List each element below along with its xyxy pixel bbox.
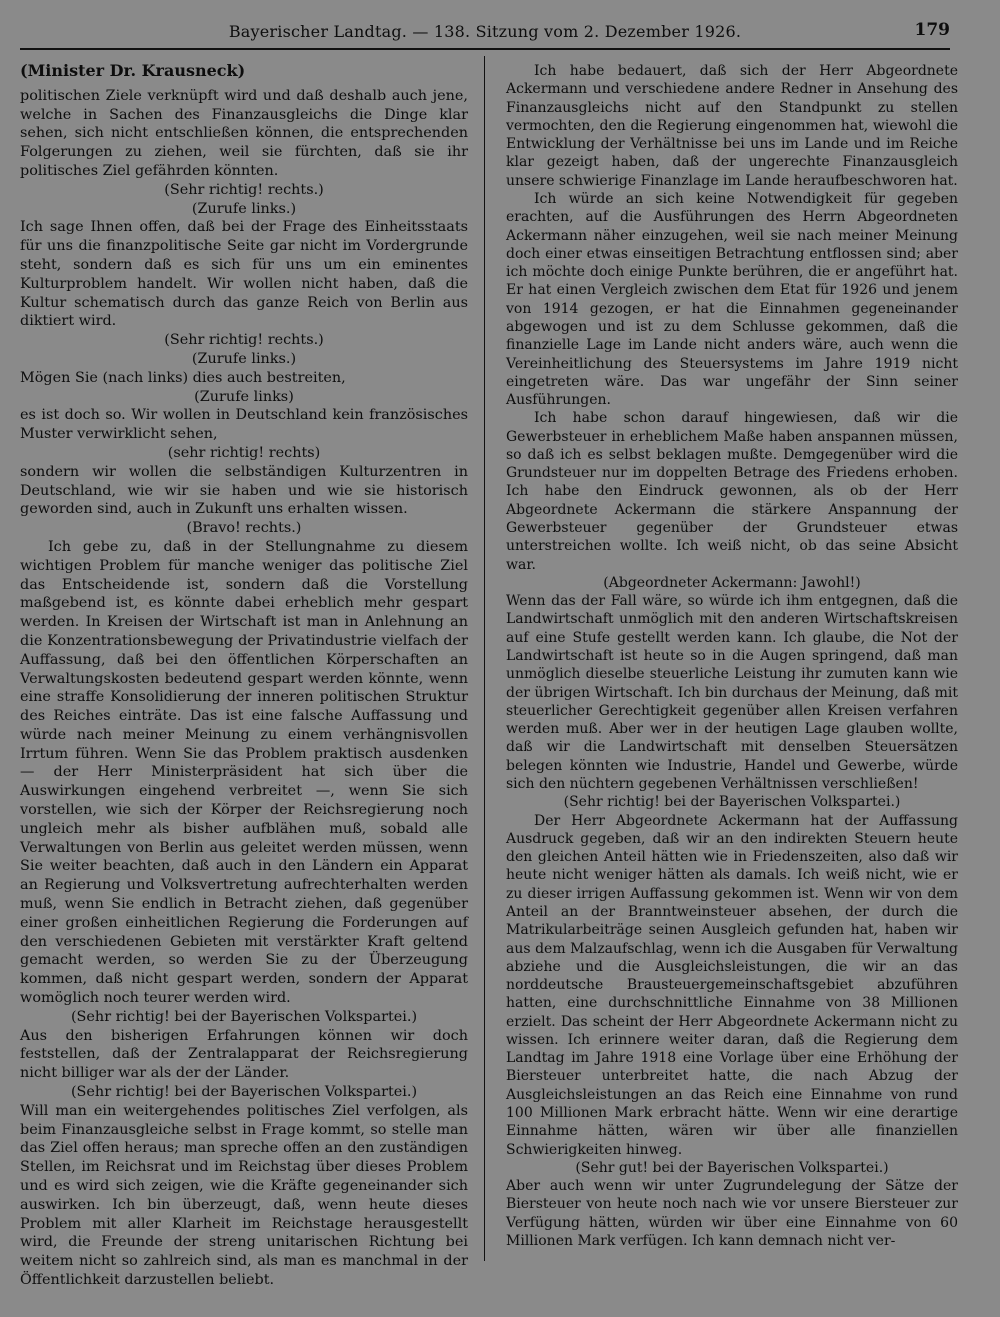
interjection: (Sehr richtig! bei der Bayerischen Volkspartei.) [70, 1008, 418, 1025]
paragraph: Ich sage Ihnen offen, daß bei der Frage des Einheitsstaats für uns die finanzpolitische Seite gar nicht im Vordergrunde steht, sondern daß es sich für uns um ein eminentes Kulturproblem handelt. Wir wollen nicht haben, daß die Kultur schematisch durch das ganze Reich von Berlin aus diktiert wird. [20, 219, 468, 330]
paragraph: Ich habe bedauert, daß sich der Herr Abgeordnete Ackermann und verschiedene andere Redner in Ansehung des Finanzausgleichs nicht auf den Standpunkt zu stellen vermochten, den die Regierung eingenommen hat, wiewohl die Entwicklung der Verhältnisse bei uns im Lande und im Reiche klar gezeigt haben, daß der ungerechte Finanzausgleich unsere schwierige Finanzlage im Lande heraufbeschworen hat. [506, 63, 958, 189]
interjection: (Abgeordneter Ackermann: Jawohl!) [603, 574, 861, 591]
paragraph: Aus den bisherigen Erfahrungen können wir doch feststellen, daß der Zentralapparat der Reichsregierung nicht billiger war als der der Länder. [20, 1027, 468, 1082]
interjection: (Sehr richtig! rechts.) [164, 332, 324, 349]
interjection: (Sehr richtig! bei der Bayerischen Volkspartei.) [563, 794, 901, 811]
interjection: (Zurufe links.) [191, 200, 297, 217]
interjection: (Zurufe links) [194, 388, 294, 405]
interjection: (Zurufe links.) [191, 350, 297, 367]
paragraph: Ich habe schon darauf hingewiesen, daß wir die Gewerbsteuer in erheblichem Maße haben anspannen müssen, so daß ich es selbst beklagen mußte. Demgegenüber wird die Grundsteuer nur im doppelten Betrage des Friedens erhoben. Ich habe den Eindruck gewonnen, als ob der Herr Abgeordnete Ackermann die stärkere Anspannung der Gewerbsteuer gegenüber der Grundsteuer etwas unterstreichen wollte. Ich weiß nicht, ob das seine Absicht war. [506, 410, 958, 573]
paragraph: Mögen Sie (nach links) dies auch bestreiten, [20, 369, 346, 386]
paragraph: Ich gebe zu, daß in der Stellungnahme zu diesem wichtigen Problem für manche weniger das politische Ziel das Entscheidende ist, sondern daß die Vorstellung maßgebend ist, es könnte dabei erheblich mehr gespart werden. In Kreisen der Wirtschaft ist man in Anlehnung an die Konzentrationsbewegung der Privatindustrie vielfach der Auffassung, daß bei den öffentlichen Körperschaften an Verwaltungskosten bedeutend gespart werden könnte, wenn eine straffe Konsolidierung der inneren politischen Struktur des Reiches einträte. Das ist eine falsche Auffassung und würde nach meiner Meinung zu einem verhängnisvollen Irrtum führen. Wenn Sie das Problem praktisch ausdenken — der Herr Ministerpräsident hat sich über die Auswirkungen eingehend verbreitet —, wenn Sie sich vorstellen, wie sich der Körper der Reichsregierung noch ungleich mehr als bisher aufblähen muß, sobald alle Verwaltungen von Berlin aus geleitet werden müssen, wenn Sie weiter beachten, daß auch in den Ländern ein Apparat an Regierung und Volksvertretung aufrechterhalten werden muß, wenn Sie endlich in Betracht ziehen, daß gegenüber einer großen einheitlichen Regierung die Forderungen auf den verschiedenen Gebieten mit verstärkter Kraft geltend gemacht werden, so werden Sie zu der Überzeugung kommen, daß nicht gespart werden, sondern der Apparat womöglich noch teurer werden wird. [20, 538, 468, 1007]
running-title: Bayerischer Landtag. — 138. Sitzung vom 2. Dezember 1926. [228, 22, 742, 41]
paragraph: politischen Ziele verknüpft wird und daß deshalb auch jene, welche in Sachen des Finanzausgleichs die Dinge klar sehen, sich nicht entschließen können, die entsprechenden Folgerungen zu ziehen, weil sie fürchten, daß sie ihr politisches Ziel gefährden könnten. [20, 87, 468, 179]
page-number: 179 [914, 20, 950, 40]
paragraph: sondern wir wollen die selbständigen Kulturzentren in Deutschland, wie wir sie haben und wie sie historisch geworden sind, auch in Zukunft uns erhalten wissen. [20, 463, 468, 518]
paragraph: Wenn das der Fall wäre, so würde ich ihm entgegnen, daß die Landwirtschaft unmöglich mit den anderen Wirtschaftskreisen auf eine Stufe gestellt werden kann. Ich glaube, die Not der Landwirtschaft ist heute so in die Augen springend, daß man unmöglich dieselbe steuerliche Leistung ihr zumuten kann wie der übrigen Wirtschaft. Ich bin durchaus der Meinung, daß mit steuerlicher Gerechtigkeit gegenüber allen Kreisen verfahren werden muß. Aber wer in der heutigen Lage glauben wollte, daß wir die Landwirtschaft mit denselben Steuersätzen belegen könnten wie Industrie, Handel und Gewerbe, würde sich den nüchtern gegebenen Verhältnissen verschließen! [506, 593, 958, 792]
interjection: (Sehr richtig! bei der Bayerischen Volkspartei.) [70, 1084, 418, 1101]
interjection: (Sehr richtig! rechts.) [164, 181, 324, 198]
column-divider [484, 56, 485, 1261]
interjection: (Sehr gut! bei der Bayerischen Volkspartei.) [575, 1159, 889, 1176]
page-header [20, 20, 950, 46]
paragraph: es ist doch so. Wir wollen in Deutschland kein französisches Muster verwirklicht sehen, [20, 407, 468, 443]
paragraph: Ich würde an sich keine Notwendigkeit für gegeben erachten, auf die Ausführungen des Herrn Abgeordneten Ackermann näher einzugehen, weil sie nach meiner Meinung doch einer etwas einseitigen Betrachtung entflossen sind; aber ich möchte doch einige Punkte berühren, die er angeführt hat. Er hat einen Vergleich zwischen dem Etat für 1926 und jenem von 1914 gezogen, er hat die Einnahmen gegeneinander abgewogen und ist zu dem Schlusse gekommen, daß die finanzielle Lage im Lande nicht anders wäre, auch wenn die Vereinheitlichung des Steuersystems im Jahre 1919 nicht eingetreten wäre. Das war ungefähr der Sinn seiner Ausführungen. [506, 190, 958, 409]
interjection: (Bravo! rechts.) [186, 520, 302, 537]
speaker-name: (Minister Dr. Krausneck) [20, 61, 246, 80]
paragraph: Will man ein weitergehendes politisches Ziel verfolgen, als beim Finanzausgleiche selbst in Frage kommt, so stelle man das Ziel offen heraus; man spreche offen an den zuständigen Stellen, im Reichsrat und im Reichstag über dieses Problem und es wird sich zeigen, wie die Kräfte gegeneinander sich auswirken. Ich bin überzeugt, daß, wenn heute dieses Problem mit aller Klarheit im Reichstage herausgestellt wird, die Freunde der streng unitarischen Richtung bei weitem nicht so zahlreich sind, als man es manchmal in der Öffentlichkeit darzustellen beliebt. [20, 1102, 468, 1288]
header-rule [20, 48, 950, 50]
right-column [506, 62, 958, 1250]
paragraph: Aber auch wenn wir unter Zugrundelegung der Sätze der Biersteuer von heute noch nach wie vor unsere Biersteuer zur Verfügung hätten, würden wir über eine Einnahme von 60 Millionen Mark verfügen. Ich kann demnach nicht ver- [506, 1178, 958, 1249]
left-column [20, 62, 468, 1290]
paragraph: Der Herr Abgeordnete Ackermann hat der Auffassung Ausdruck gegeben, daß wir an den indirekten Steuern heute den gleichen Anteil hätten wie in Friedenszeiten, also daß wir heute nicht weniger hätten als damals. Ich weiß nicht, wie er zu dieser irrigen Auffassung gekommen ist. Wenn wir von dem Anteil an der Branntweinsteuer absehen, der durch die Matrikularbeiträge seinen Ausgleich gefunden hat, haben wir aus dem Malzaufschlag, wenn ich die Ausgaben für Verwaltung abziehe und die Ausgleichsleistungen, die wir an das norddeutsche Brausteuergemeinschaftsgebiet abzuführen hatten, eine durchschnittliche Einnahme von 38 Millionen erzielt. Das scheint der Herr Abgeordnete Ackermann nicht zu wissen. Ich erinnere weiter daran, daß die Regierung dem Landtag im Jahre 1918 eine Vorlage über eine Erhöhung der Biersteuer unterbreitet hatte, die nach Abzug der Ausgleichsleistungen an das Reich eine Einnahme von rund 100 Millionen Mark erbracht hätte. Wenn wir eine derartige Einnahme hätten, wären wir über alle finanziellen Schwierigkeiten hinweg. [506, 812, 958, 1158]
interjection: (sehr richtig! rechts) [167, 444, 321, 461]
